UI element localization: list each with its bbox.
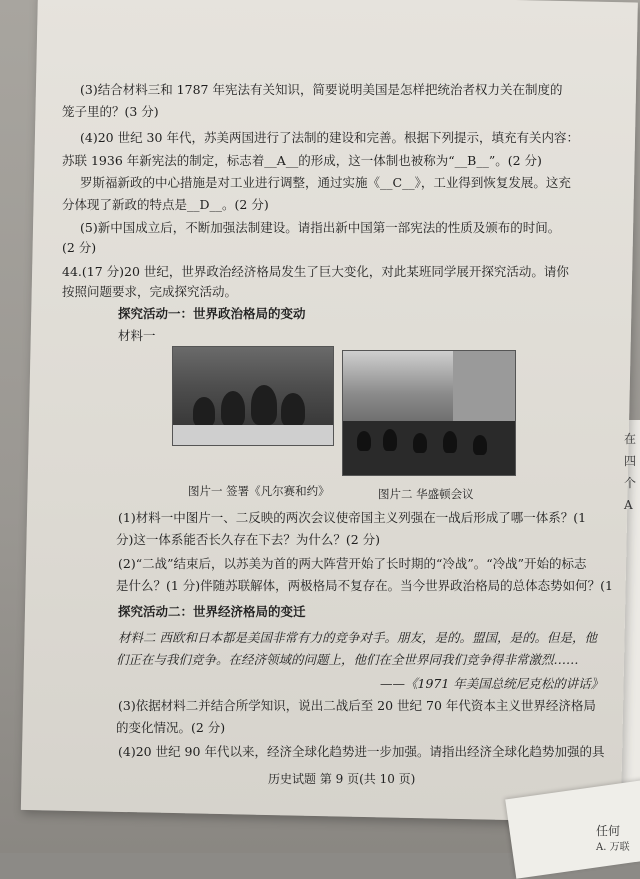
activity2-title: 探究活动二：世界经济格局的变迁 bbox=[118, 604, 306, 619]
side-char: 四 bbox=[624, 454, 637, 468]
q3-line1: (3)结合材料三和 1787 年宪法有关知识，简要说明美国是怎样把统治者权力关在制度的 bbox=[80, 82, 563, 97]
sub1-line2: 分)这一体系能否长久存在下去？为什么？(2 分) bbox=[116, 532, 381, 547]
sub3-line1: (3)依据材料二并结合所学知识，说出二战后至 20 世纪 70 年代资本主义世界经济格局 bbox=[118, 698, 596, 713]
side-char: A. 万联 bbox=[596, 842, 630, 853]
q3-line2: 笼子里的？(3 分) bbox=[62, 104, 159, 119]
sub4-line1: (4)20 世纪 90 年代以来，经济全球化趋势进一步加强。请指出经济全球化趋势加强的具 bbox=[118, 744, 605, 759]
side-char: 在 bbox=[624, 432, 637, 446]
material1-label: 材料一 bbox=[118, 328, 156, 343]
q4-line1: (4)20 世纪 30 年代，苏美两国进行了法制的建设和完善。根据下列提示，填充有关内容： bbox=[80, 130, 579, 145]
activity1-title: 探究活动一：世界政治格局的变动 bbox=[118, 306, 306, 321]
q4-line3: 罗斯福新政的中心措施是对工业进行调整，通过实施《__C__》，工业得到恢复发展。这充 bbox=[80, 175, 571, 190]
q5-line2: (2 分) bbox=[62, 240, 97, 255]
page-footer: 历史试题 第 9 页(共 10 页) bbox=[268, 772, 416, 786]
q44-line1: 44.(17 分)20 世纪，世界政治经济格局发生了巨大变化，对此某班同学展开探究活动。请你 bbox=[62, 264, 569, 279]
sub2-line1: (2)“二战”结束后，以苏美为首的两大阵营开始了长时期的“冷战”。“冷战”开始的标志 bbox=[118, 556, 587, 571]
caption-photo1: 图片一 签署《凡尔赛和约》 bbox=[188, 484, 330, 498]
q4-line2: 苏联 1936 年新宪法的制定，标志着__A__的形成，这一体制也被称为“__B__”。(2 分) bbox=[62, 153, 542, 168]
photo-washington bbox=[342, 350, 516, 476]
side-char: 个 bbox=[624, 476, 637, 490]
sub1-line1: (1)材料一中图片一、二反映的两次会议使帝国主义列强在一战后形成了哪一体系？(1 bbox=[118, 510, 587, 525]
sub2-line2: 是什么？(1 分)伴随苏联解体，两极格局不复存在。当今世界政治格局的总体态势如何？(1 bbox=[116, 578, 614, 593]
material2-line2: 们正在与我们竞争。在经济领域的问题上，他们在全世界同我们竞争得非常激烈…… bbox=[116, 652, 579, 667]
side-char: 任何 bbox=[596, 824, 621, 838]
material2-source: ——《1971 年美国总统尼克松的讲话》 bbox=[380, 676, 604, 691]
q5-line1: (5)新中国成立后，不断加强法制建设。请指出新中国第一部宪法的性质及颁布的时间。 bbox=[80, 220, 561, 235]
photo-versailles bbox=[172, 346, 334, 446]
material2-line1: 材料二 西欧和日本都是美国非常有力的竞争对手。朋友，是的。盟国，是的。但是，他 bbox=[118, 630, 597, 645]
q44-line2: 按照问题要求，完成探究活动。 bbox=[62, 284, 238, 299]
caption-photo2: 图片二 华盛顿会议 bbox=[378, 487, 474, 501]
q4-line4: 分体现了新政的特点是__D__。(2 分) bbox=[62, 197, 269, 212]
sub3-line2: 的变化情况。(2 分) bbox=[116, 720, 226, 735]
side-char: A bbox=[624, 498, 633, 512]
